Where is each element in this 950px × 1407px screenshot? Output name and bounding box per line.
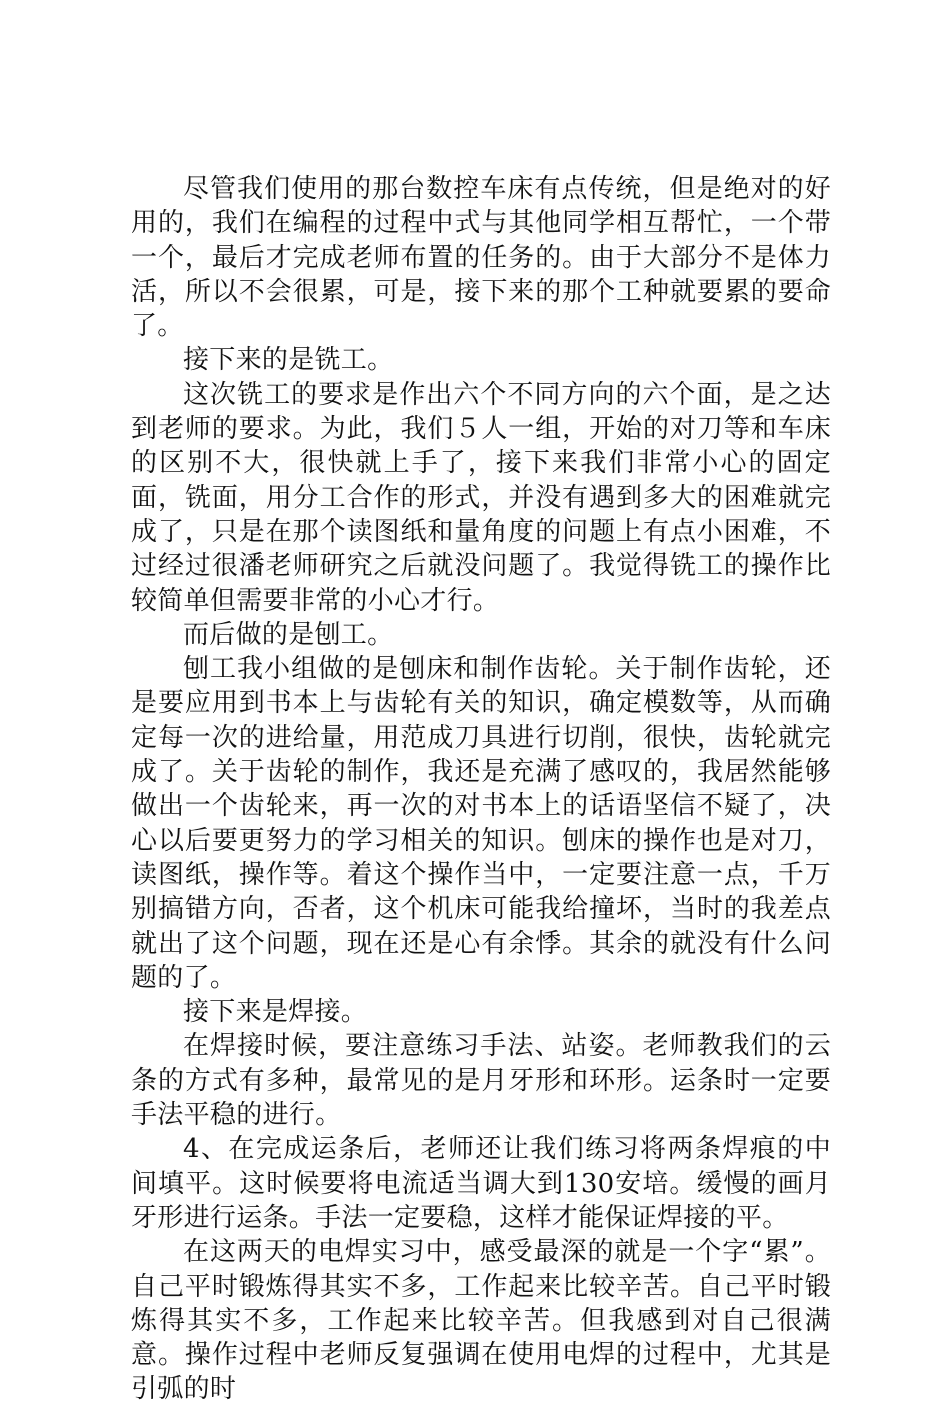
paragraph-milling-heading: 接下来的是铣工。 [183, 345, 394, 376]
paragraph-lathe: 尽管我们使用的那台数控车床有点传统，但是绝对的好用的，我们在编程的过程中式与其他同学相互帮忙，一个带一个，最后才完成老师布置的任务的。由于大部分不是体力活，所以不会很累，可是，接下来的那个工种就要累的要命了。 [131, 174, 831, 342]
paragraph-welding-technique: 在焊接时候，要注意练习手法、站姿。老师教我们的云条的方式有多种，最常见的是月牙形和环形。运条时一定要手法平稳的进行。 [131, 1031, 831, 1131]
paragraph-planing-heading: 而后做的是刨工。 [183, 619, 394, 650]
document-body [131, 172, 831, 1407]
paragraph-milling: 这次铣工的要求是作出六个不同方向的六个面，是之达到老师的要求。为此，我们５人一组，开始的对刀等和车床的区别不大，很快就上手了，接下来我们非常小心的固定面，铣面，用分工合作的形式，并没有遇到多大的困难就完成了，只是在那个读图纸和量角度的问题上有点小困难，不过经过很潘老师研究之后就没问题了。我觉得铣工的操作比较简单但需要非常的小心才行。 [131, 379, 831, 616]
paragraph-planing: 刨工我小组做的是刨床和制作齿轮。关于制作齿轮，还是要应用到书本上与齿轮有关的知识，确定模数等，从而确定每一次的进给量，用范成刀具进行切削，很快，齿轮就完成了。关于齿轮的制作，我还是充满了感叹的，我居然能够做出一个齿轮来，再一次的对书本上的话语坚信不疑了，决心以后要更努力的学习相关的知识。刨床的操作也是对刀，读图纸，操作等。着这个操作当中，一定要注意一点，千万别搞错方向，否者，这个机床可能我给撞坏，当时的我差点就出了这个问题，现在还是心有余悸。其余的就没有什么问题的了。 [131, 654, 831, 993]
paragraph-welding-step-4: 4、在完成运条后，老师还让我们练习将两条焊痕的中间填平。这时候要将电流适当调大到130安培。缓慢的画月牙形进行运条。手法一定要稳，这样才能保证焊接的平。 [131, 1134, 831, 1233]
paragraph-welding-heading: 接下来是焊接。 [183, 997, 368, 1028]
paragraph-welding-reflection: 在这两天的电焊实习中，感受最深的就是一个字“累”。自己平时锻炼得其实不多，工作起来比较辛苦。自己平时锻炼得其实不多，工作起来比较辛苦。但我感到对自己很满意。操作过程中老师反复强调在使用电焊的过程中，尤其是引弧的时 [131, 1237, 831, 1405]
